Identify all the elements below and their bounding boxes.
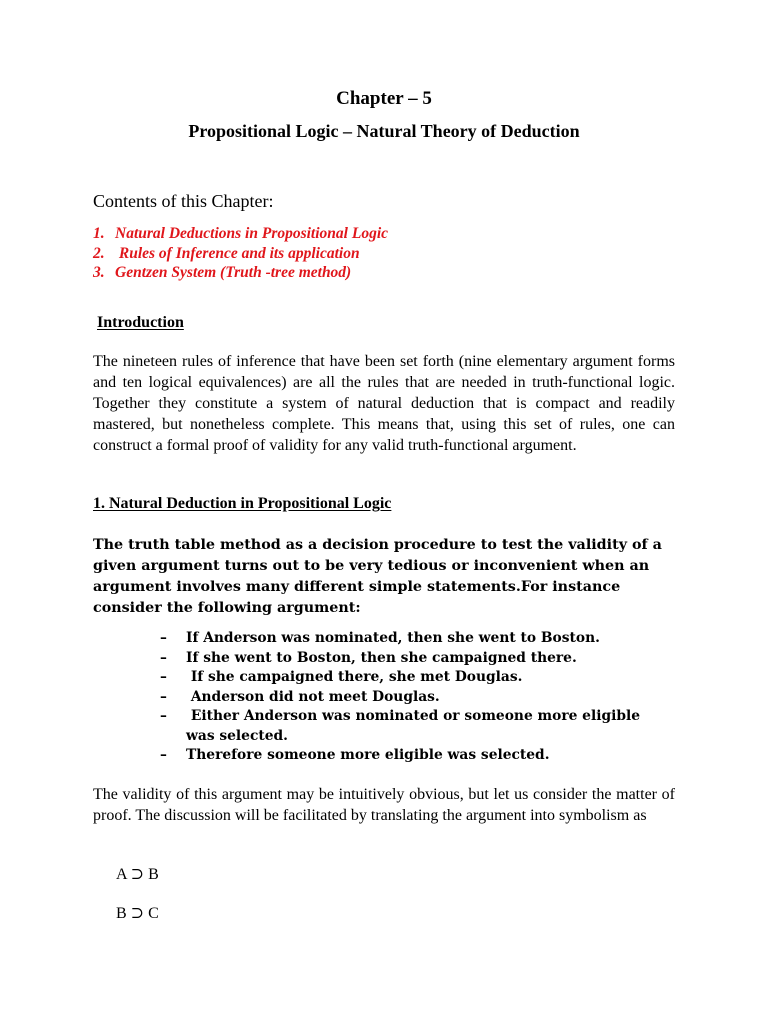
toc-item-label: Gentzen System (Truth -tree method)	[115, 264, 352, 281]
list-item	[160, 688, 660, 708]
list-item	[160, 707, 660, 746]
bullet-dash: –	[160, 630, 167, 646]
validity-paragraph: The validity of this argument may be intuitively obvious, but let us consider the matter of proof. The discussion will be facilitated by translating the argument into symbolism as	[93, 786, 675, 824]
list-item	[160, 746, 660, 766]
section-heading: 1. Natural Deduction in Propositional Logic	[93, 495, 392, 512]
argument-list	[160, 629, 660, 766]
bullet-dash: –	[160, 669, 167, 685]
list-item-text: If she went to Boston, then she campaigned there.	[186, 649, 577, 666]
list-item-text: If she campaigned there, she met Douglas.	[186, 669, 523, 685]
list-item	[160, 649, 660, 669]
introduction-paragraph: The nineteen rules of inference that have been set forth (nine elementary argument forms and ten logical equivalences) are all the rules that are needed in truth-functional logic. Together they constitute a system of natural deduction that is compact and readily mastered, but nonetheless complete. This means that, using this set of rules, one can construct a formal proof of validity for any valid truth-functional argument.	[93, 353, 675, 454]
bullet-dash: –	[160, 688, 167, 705]
toc-item-number: 1.	[93, 225, 105, 242]
toc-item[interactable]	[93, 244, 388, 264]
list-item-text: Either Anderson was nominated or someone more eligible was selected.	[186, 708, 645, 744]
list-item	[160, 668, 660, 688]
section-paragraph: The truth table method as a decision procedure to test the validity of a given argument turns out to be very tedious or inconvenient when an argument involves many different simple statements.For instance consider the following argument:	[93, 537, 662, 616]
list-item	[160, 629, 660, 649]
toc-item-number: 2.	[93, 244, 105, 262]
bullet-dash: –	[160, 747, 167, 763]
bullet-dash: –	[160, 649, 167, 666]
chapter-title: Chapter – 5	[336, 88, 432, 109]
bullet-dash: –	[160, 708, 167, 724]
list-item-text: Anderson did not meet Douglas.	[186, 688, 440, 705]
introduction-heading: Introduction	[97, 314, 184, 331]
chapter-subtitle: Propositional Logic – Natural Theory of Deduction	[188, 121, 580, 141]
table-of-contents	[93, 224, 388, 283]
toc-item-label: Natural Deductions in Propositional Logic	[115, 225, 389, 242]
toc-item[interactable]	[93, 263, 388, 283]
list-item-text: Therefore someone more eligible was selected.	[186, 747, 550, 763]
toc-item-label: Rules of Inference and its application	[115, 244, 360, 262]
symbolic-premise: B ⊃ C	[116, 905, 159, 922]
toc-item-number: 3.	[93, 264, 105, 281]
toc-item[interactable]	[93, 224, 388, 244]
contents-heading: Contents of this Chapter:	[93, 191, 274, 211]
list-item-text: If Anderson was nominated, then she went to Boston.	[186, 630, 600, 646]
symbolic-premise: A ⊃ B	[116, 866, 159, 883]
